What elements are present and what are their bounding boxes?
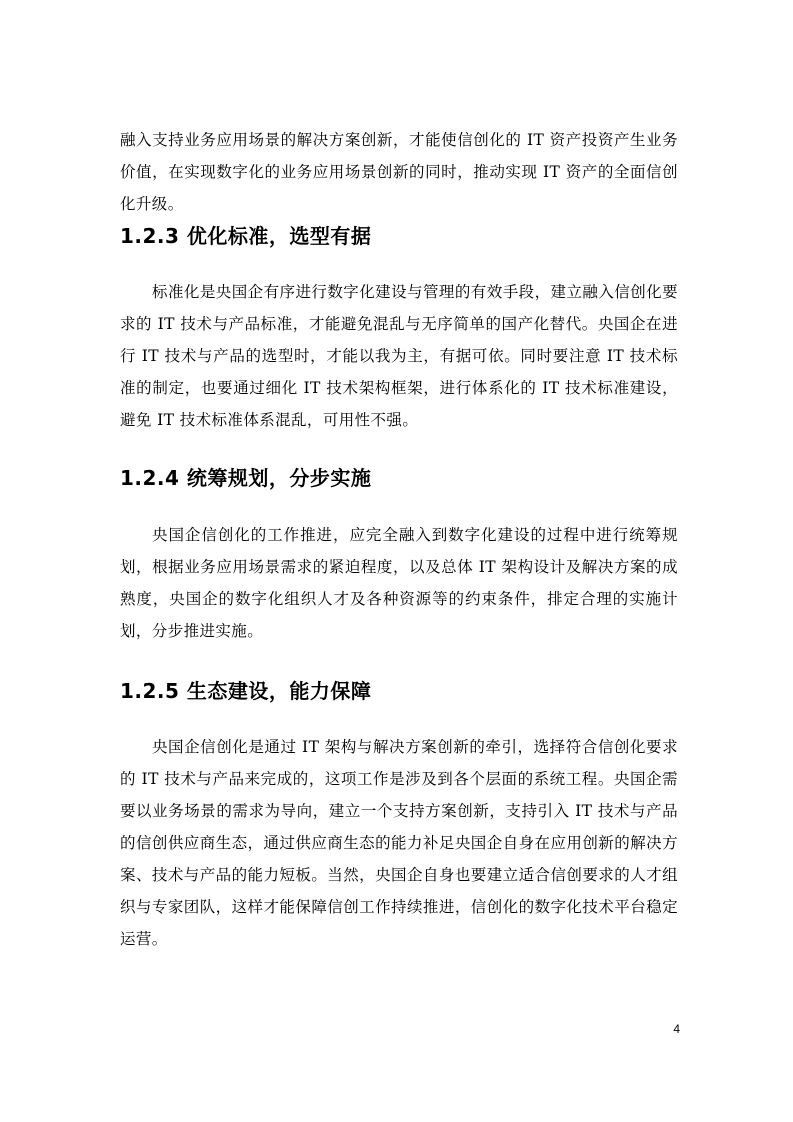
section-paragraph: 央国企信创化是通过 IT 架构与解决方案创新的牵引，选择符合信创化要求的 IT 技术与产品来完成的，这项工作是涉及到各个层面的系统工程。央国企需要以业务场景的需求为导向，建立一个支持方案创新，支持引入 IT 技术与产品的信创供应商生态，通过供应商生态的能力补足央国企自身在应用创新的解决方案、技术与产品的能力短板。当然，央国企自身也要建立适合信创要求的人才组织与专家团队，这样才能保障信创工作持续推进，信创化的数字化技术平台稳定运营。 — [120, 738, 678, 948]
section-paragraph: 标准化是央国企有序进行数字化建设与管理的有效手段，建立融入信创化要求的 IT 技术与产品标准，才能避免混乱与无序简单的国产化替代。央国企在进行 IT 技术与产品的选型时，才能以我为主，有据可依。同时要注意 IT 技术标准的制定，也要通过细化 IT 技术架构框架，进行体系化的 IT 技术标准建设，避免 IT 技术标准体系混乱，可用性不强。 — [120, 283, 678, 429]
section-paragraph: 央国企信创化的工作推进，应完全融入到数字化建设的过程中进行统筹规划，根据业务应用场景需求的紧迫程度，以及总体 IT 架构设计及解决方案的成熟度，央国企的数字化组织人才及各种资源等的约束条件，排定合理的实施计划，分步推进实施。 — [120, 526, 678, 640]
section-body-1-2-3 — [120, 276, 678, 436]
section-heading-1-2-4 — [120, 463, 678, 493]
section-heading: 1.2.5 生态建设，能力保障 — [120, 679, 372, 703]
section-body-1-2-4 — [120, 519, 678, 647]
page-number: 4 — [673, 1022, 680, 1036]
section-heading-1-2-5 — [120, 676, 678, 706]
intro-paragraph: 融入支持业务应用场景的解决方案创新，才能使信创化的 IT 资产投资产生业务价值，在实现数字化的业务应用场景创新的同时，推动实现 IT 资产的全面信创化升级。 — [120, 131, 678, 213]
section-body-1-2-5 — [120, 731, 678, 955]
section-heading: 1.2.4 统筹规划，分步实施 — [120, 466, 372, 490]
section-heading-1-2-3 — [120, 221, 678, 251]
intro-paragraph-block — [120, 124, 678, 220]
section-heading: 1.2.3 优化标准，选型有据 — [120, 224, 372, 248]
